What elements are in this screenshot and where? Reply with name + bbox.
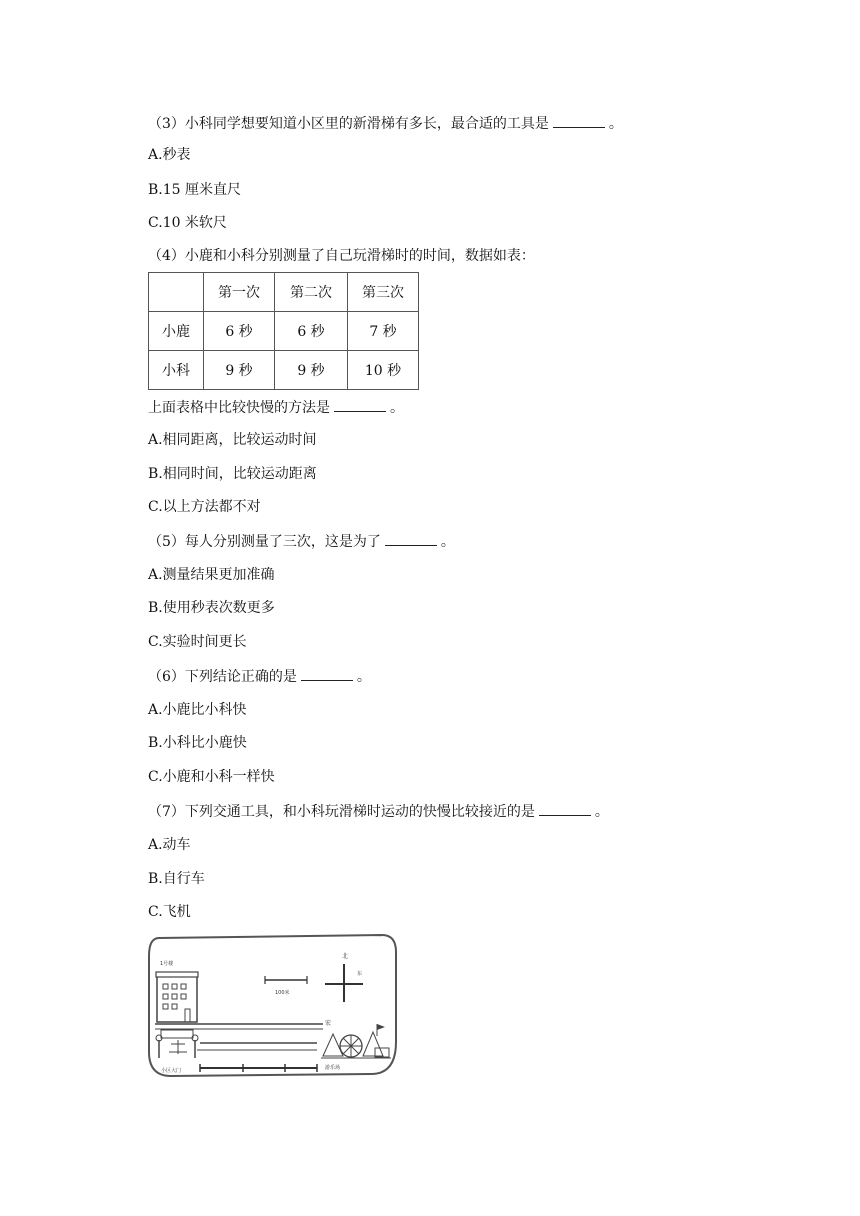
table-cell: 第三次 [348, 273, 419, 312]
q4-end-punct: 。 [390, 400, 404, 416]
q7-answer-blank[interactable] [539, 801, 591, 816]
table-cell [149, 273, 204, 312]
neighborhood-map [145, 932, 400, 1077]
q5-answer-blank[interactable] [385, 531, 437, 546]
table-cell: 9 秒 [275, 351, 348, 390]
building-label: 1号楼 [160, 961, 174, 967]
q3-question-text: （3）小科同学想要知道小区里的新滑梯有多长，最合适的工具是 [148, 116, 549, 132]
table-cell: 9 秒 [204, 351, 275, 390]
q6-answer-blank[interactable] [301, 666, 353, 681]
map-svg [145, 932, 400, 1077]
q4-option-a: A.相同距离，比较运动时间 [148, 432, 317, 448]
q5-question [148, 531, 455, 552]
q3-option-a: A.秒表 [148, 147, 191, 163]
q4-question: （4）小鹿和小科分别测量了自己玩滑梯时的时间，数据如表： [148, 248, 535, 264]
q3-question [148, 113, 623, 134]
q7-option-a: A.动车 [148, 837, 191, 853]
table-cell: 10 秒 [348, 351, 419, 390]
q6-option-b: B.小科比小鹿快 [148, 735, 247, 751]
q6-option-c: C.小鹿和小科一样快 [148, 769, 275, 785]
q3-option-b: B.15 厘米直尺 [148, 182, 242, 198]
q3-option-c: C.10 米软尺 [148, 215, 227, 231]
park-label: 游乐场 [325, 1065, 341, 1071]
q7-end-punct: 。 [594, 804, 609, 820]
q7-option-c: C.飞机 [148, 904, 191, 920]
table-cell: 第一次 [204, 273, 275, 312]
q4-option-c: C.以上方法都不对 [148, 499, 261, 515]
q6-question [148, 666, 371, 687]
table-cell: 小科 [149, 351, 204, 390]
table-row [149, 312, 419, 351]
q3-end-punct: 。 [608, 116, 623, 132]
q6-option-a: A.小鹿比小科快 [148, 702, 247, 718]
q3-answer-blank[interactable] [553, 113, 605, 128]
q4-answer-blank[interactable] [334, 397, 386, 412]
table-cell: 小鹿 [149, 312, 204, 351]
q7-question-text: （7）下列交通工具，和小科玩滑梯时运动的快慢比较接近的是 [148, 804, 535, 820]
building-icon [156, 972, 198, 1022]
table-cell: 7 秒 [348, 312, 419, 351]
scale-label: 100米 [275, 990, 290, 996]
table-header-row [149, 273, 419, 312]
table-row [149, 351, 419, 390]
timing-table [148, 272, 419, 390]
east-label: 东 [357, 971, 363, 977]
q4-followup-text: 上面表格中比较快慢的方法是 [148, 400, 330, 416]
table-cell: 第二次 [275, 273, 348, 312]
q6-end-punct: 。 [356, 669, 371, 685]
q4-followup [148, 397, 404, 418]
q5-end-punct: 。 [440, 534, 455, 550]
table-cell: 6 秒 [204, 312, 275, 351]
gate-label: 小区大门 [161, 1068, 182, 1074]
q5-option-b: B.使用秒表次数更多 [148, 600, 275, 616]
q5-option-a: A.测量结果更加准确 [148, 567, 275, 583]
q7-question [148, 801, 609, 822]
north-label: 北 [342, 953, 349, 960]
q5-question-text: （5）每人分别测量了三次，这是为了 [148, 534, 381, 550]
q5-option-c: C.实验时间更长 [148, 634, 247, 650]
q6-question-text: （6）下列结论正确的是 [148, 669, 297, 685]
road-label: 宏 [325, 1020, 332, 1027]
q4-option-b: B.相同时间，比较运动距离 [148, 466, 317, 482]
q7-option-b: B.自行车 [148, 871, 205, 887]
table-cell: 6 秒 [275, 312, 348, 351]
